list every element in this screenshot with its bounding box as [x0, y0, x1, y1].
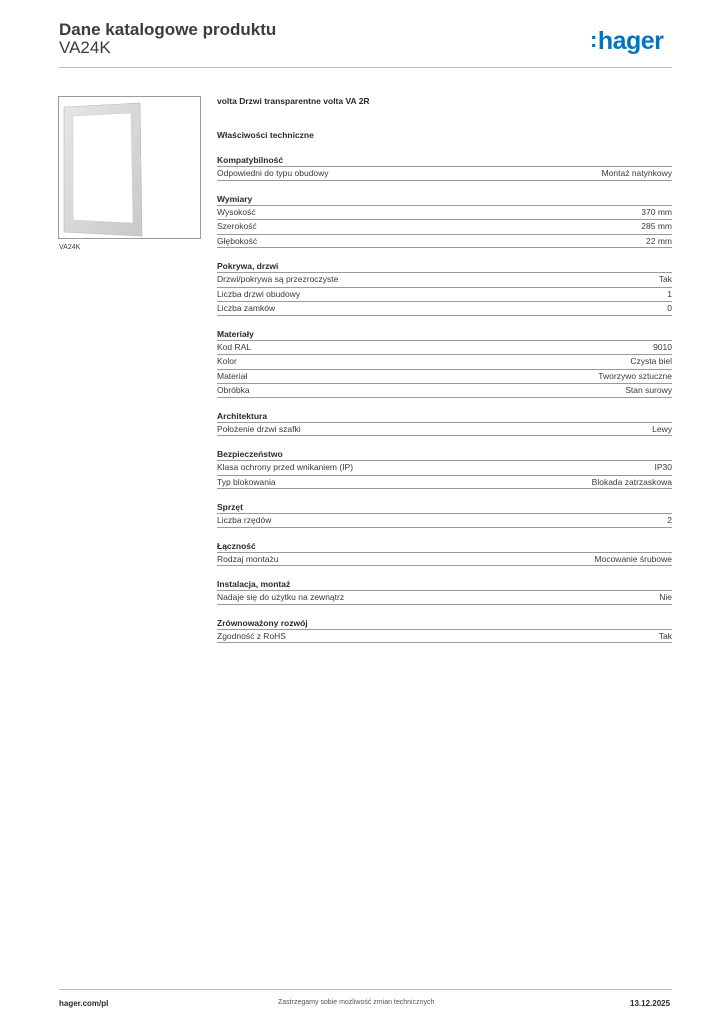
footer-divider	[59, 989, 672, 990]
spec-label: Klasa ochrony przed wnikaniem (IP)	[217, 462, 354, 472]
spec-row	[217, 475, 672, 490]
spec-group	[217, 618, 672, 644]
spec-row	[217, 272, 672, 287]
product-title: volta Drzwi transparentne volta VA 2R	[217, 96, 370, 106]
spec-value: Mocowanie śrubowe	[594, 553, 672, 564]
spec-value: Tworzywo sztuczne	[598, 370, 672, 381]
spec-label: Liczba rzędów	[217, 515, 272, 525]
spec-label: Nadaje się do użytku na zewnątrz	[217, 592, 345, 602]
spec-row	[217, 422, 672, 437]
spec-group	[217, 541, 672, 567]
spec-groups	[217, 155, 672, 643]
logo-text: hager	[597, 27, 664, 55]
spec-value: Blokada zatrzaskowa	[591, 476, 672, 487]
spec-row	[217, 629, 672, 644]
spec-rows	[217, 590, 672, 605]
spec-value: 285 mm	[641, 221, 672, 231]
spec-group	[217, 502, 672, 528]
image-caption: VA24K	[59, 244, 81, 251]
spec-rows	[217, 552, 672, 567]
spec-group-title: Zrównoważony rozwój	[217, 617, 308, 628]
spec-label: Kod RAL	[217, 341, 252, 352]
spec-row	[217, 287, 672, 302]
spec-row	[217, 552, 672, 567]
spec-label: Szerokość	[217, 221, 257, 231]
spec-value: 370 mm	[641, 206, 672, 217]
spec-value: 0	[667, 303, 672, 313]
spec-label: Wysokość	[217, 206, 256, 217]
spec-row	[217, 340, 672, 355]
spec-label: Drzwi/pokrywa są przezroczyste	[217, 274, 339, 284]
spec-group	[217, 194, 672, 249]
spec-value: Lewy	[652, 423, 672, 434]
spec-group-title: Bezpieczeństwo	[217, 449, 283, 459]
spec-value: 2	[667, 515, 672, 525]
spec-group-title: Pokrywa, drzwi	[217, 261, 279, 271]
spec-value: Nie	[659, 592, 672, 602]
hager-logo	[590, 27, 663, 56]
spec-group-title: Łączność	[217, 540, 256, 551]
spec-group	[217, 329, 672, 398]
spec-group	[217, 579, 672, 605]
spec-row	[217, 513, 672, 528]
footer-disclaimer: Zastrzegamy sobie możliwość zmian technicznych	[278, 999, 435, 1006]
spec-group-title: Materiały	[217, 328, 254, 339]
spec-group	[217, 261, 672, 316]
spec-value: 1	[667, 288, 672, 299]
product-code: VA24K	[59, 38, 111, 57]
spec-value: 9010	[653, 341, 672, 352]
spec-group	[217, 411, 672, 437]
spec-group-title: Sprzęt	[217, 502, 243, 512]
spec-rows	[217, 205, 672, 249]
spec-rows	[217, 513, 672, 528]
spec-label: Głębokość	[217, 235, 258, 246]
spec-rows	[217, 340, 672, 398]
product-specs	[217, 96, 672, 643]
spec-group-title: Instalacja, montaż	[217, 579, 291, 589]
spec-value: Czysta biel	[630, 356, 672, 366]
spec-label: Materiał	[217, 370, 248, 381]
spec-row	[217, 369, 672, 384]
spec-label: Rodzaj montażu	[217, 553, 279, 564]
spec-label: Kolor	[217, 356, 237, 366]
spec-row	[217, 205, 672, 220]
spec-group-title: Wymiary	[217, 193, 253, 204]
spec-value: IP30	[654, 462, 672, 472]
spec-label: Zgodność z RoHS	[217, 630, 286, 641]
product-image	[58, 96, 201, 239]
spec-label: Typ blokowania	[217, 476, 276, 487]
section-title: Właściwości techniczne	[217, 130, 314, 140]
logo-colon-icon: :	[590, 27, 597, 52]
footer-date: 13.12.2025	[630, 999, 671, 1008]
spec-row	[217, 460, 672, 475]
spec-value: Montaż natynkowy	[601, 168, 672, 178]
spec-value: Stan surowy	[625, 385, 672, 395]
spec-group-title: Architektura	[217, 410, 268, 421]
transparent-door-icon	[59, 97, 200, 238]
spec-rows	[217, 166, 672, 181]
spec-rows	[217, 460, 672, 489]
spec-group	[217, 449, 672, 489]
spec-group	[217, 155, 672, 181]
spec-value: Tak	[658, 274, 672, 284]
spec-row	[217, 301, 672, 316]
spec-row	[217, 219, 672, 234]
spec-row	[217, 354, 672, 369]
spec-label: Liczba zamków	[217, 303, 276, 313]
spec-rows	[217, 422, 672, 437]
spec-group-title: Kompatybilność	[217, 155, 284, 165]
spec-label: Obróbka	[217, 385, 250, 395]
spec-label: Położenie drzwi szafki	[217, 423, 301, 434]
spec-row	[217, 166, 672, 181]
spec-rows	[217, 272, 672, 316]
header-divider	[59, 67, 672, 68]
spec-label: Odpowiedni do typu obudowy	[217, 168, 329, 178]
spec-row	[217, 383, 672, 398]
spec-value: 22 mm	[646, 235, 672, 246]
spec-rows	[217, 629, 672, 644]
spec-label: Liczba drzwi obudowy	[217, 288, 301, 299]
spec-row	[217, 590, 672, 605]
spec-row	[217, 234, 672, 249]
page-title: Dane katalogowe produktu	[59, 20, 277, 39]
spec-value: Tak	[658, 630, 672, 641]
footer-website[interactable]: hager.com/pl	[59, 999, 109, 1008]
